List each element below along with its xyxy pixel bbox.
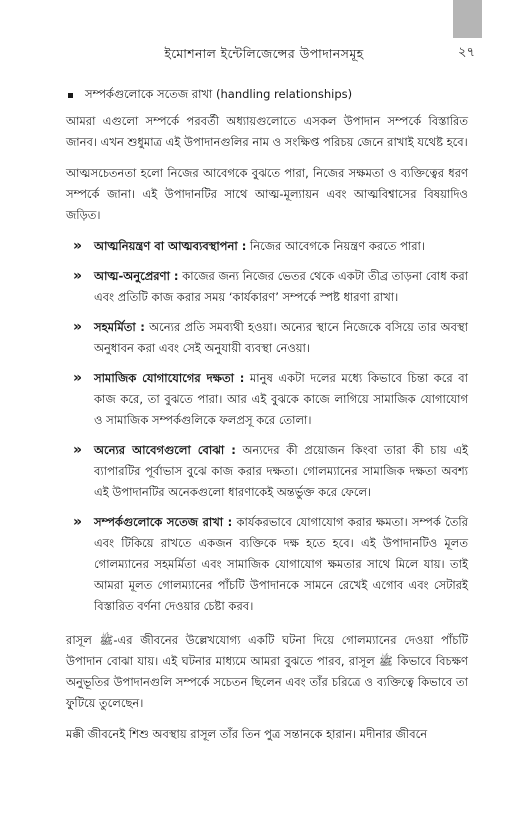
item-description: অন্যদের কী প্রয়োজন কিংবা তারা কী চায় এই ব্যাপারটির পূর্বাভাস বুঝে কাজ করার দক্ষতা। গোলম্যানের সামাজিক দক্ষতা অবশ্য এই উপাদানটির অনেকগুলো ধারণাকেই অন্তর্ভুক্ত করে ফেলে। <box>94 443 468 499</box>
list-item <box>66 266 468 308</box>
list-item <box>66 236 468 257</box>
double-chevron-icon: » <box>73 514 83 530</box>
item-term: আত্মনিয়ন্ত্রণ বা আত্মব্যবস্থাপনা : <box>94 239 247 253</box>
item-description: অন্যের প্রতি সমব্যথী হওয়া। অন্যের স্থানে নিজেকে বসিয়ে তার অবস্থা অনুধাবন করা এবং সেই অনুযায়ী ব্যবস্থা নেওয়া। <box>94 320 468 355</box>
section-heading-text: সম্পর্কগুলোকে সতেজ রাখা (handling relationships) <box>85 87 353 101</box>
page-body <box>66 86 468 755</box>
square-bullet-icon <box>68 93 73 98</box>
item-term: অন্যের আবেগগুলো বোঝা : <box>94 443 236 457</box>
item-description: নিজের আবেগকে নিয়ন্ত্রণ করতে পারা। <box>246 239 426 253</box>
paragraph: মক্কী জীবনেই শিশু অবস্থায় রাসূল তাঁর তিন পুত্র সন্তানকে হারান। মদীনার জীবনে <box>66 727 428 741</box>
item-description: কাজের জন্য নিজের ভেতর থেকে একটা তীব্র তাড়না বোধ করা এবং প্রতিটি কাজ করার সময় ‘কার্যকারণ’ সম্পর্কে স্পষ্ট ধারণা রাখা। <box>94 269 469 304</box>
component-list <box>66 236 468 617</box>
item-term: সহমর্মিতা : <box>94 320 145 334</box>
double-chevron-icon: » <box>73 268 83 284</box>
paragraph: আত্মসচেতনতা হলো নিজের আবেগকে বুঝতে পারা, নিজের সক্ষমতা ও ব্যক্তিত্বের ধরণ সম্পর্কে জানা। এই উপাদানটির সাথে আত্ম-মূল্যায়ন এবং আত্মবিশ্বাসের বিষয়াদিও জড়িত। <box>66 166 468 222</box>
page-number: ২৭ <box>458 45 475 60</box>
list-item <box>66 512 468 617</box>
double-chevron-icon: » <box>73 319 83 335</box>
list-item <box>66 317 468 359</box>
double-chevron-icon: » <box>73 238 83 254</box>
paragraph: রাসূল ﷺ-এর জীবনের উল্লেখযোগ্য একটি ঘটনা দিয়ে গোলম্যানের দেওয়া পাঁচটি উপাদান বোঝা যায়। এই ঘটনার মাধ্যমে আমরা বুঝতে পারব, রাসূল ﷺ কিভাবে বিচক্ষণ অনুভূতির উপাদানগুলি সম্পর্কে সচেতন ছিলেন এবং তাঁর চরিত্রে ও ব্যক্তিত্বে কিভাবে তা ফুটিয়ে তুলেছেন। <box>66 633 469 710</box>
item-term: সামাজিক যোগাযোগের দক্ষতা : <box>94 371 245 385</box>
double-chevron-icon: » <box>73 442 83 458</box>
list-item <box>66 368 468 431</box>
paragraph: আমরা এগুলো সম্পর্কে পরবর্তী অধ্যায়গুলোতে এসকল উপাদান সম্পর্কে বিস্তারিত জানব। এখন শুধুমাত্র এই উপাদানগুলির নাম ও সংক্ষিপ্ত পরিচয় জেনে রাখাই যথেষ্ট হবে। <box>66 114 468 149</box>
section-heading <box>68 86 468 105</box>
page-edge-tab <box>453 0 482 38</box>
running-title: ইমোশনাল ইন্টেলিজেন্সের উপাদানসমূহ <box>164 46 364 61</box>
item-term: আত্ম-অনুপ্রেরণা : <box>94 269 179 283</box>
item-term: সম্পর্কগুলোকে সতেজ রাখা : <box>94 515 233 529</box>
double-chevron-icon: » <box>73 370 83 386</box>
list-item <box>66 440 468 503</box>
item-description: মানুষ একটা দলের মধ্যে কিভাবে চিন্তা করে বা কাজ করে, তা বুঝতে পারা। আর এই বুঝকে কাজে লাগিয়ে সামাজিক যোগাযোগ ও সামাজিক সম্পর্কগুলিকে ফলপ্রসূ করে তোলা। <box>94 371 468 427</box>
item-description: কার্যকরভাবে যোগাযোগ করার ক্ষমতা। সম্পর্ক তৈরি এবং টিকিয়ে রাখতে একজন ব্যক্তিকে দক্ষ হতে হবে। এই উপাদানটিও মূলত গোলম্যানের সহমর্মিতা এবং সামাজিক যোগাযোগ ক্ষমতার সাথে মিলে যায়। তাই আমরা মূলত গোলম্যানের পাঁচটি উপাদানকে সামনে রেখেই এগোব এবং সেটারই বিস্তারিত বর্ণনা দেওয়ার চেষ্টা করব। <box>94 515 468 613</box>
